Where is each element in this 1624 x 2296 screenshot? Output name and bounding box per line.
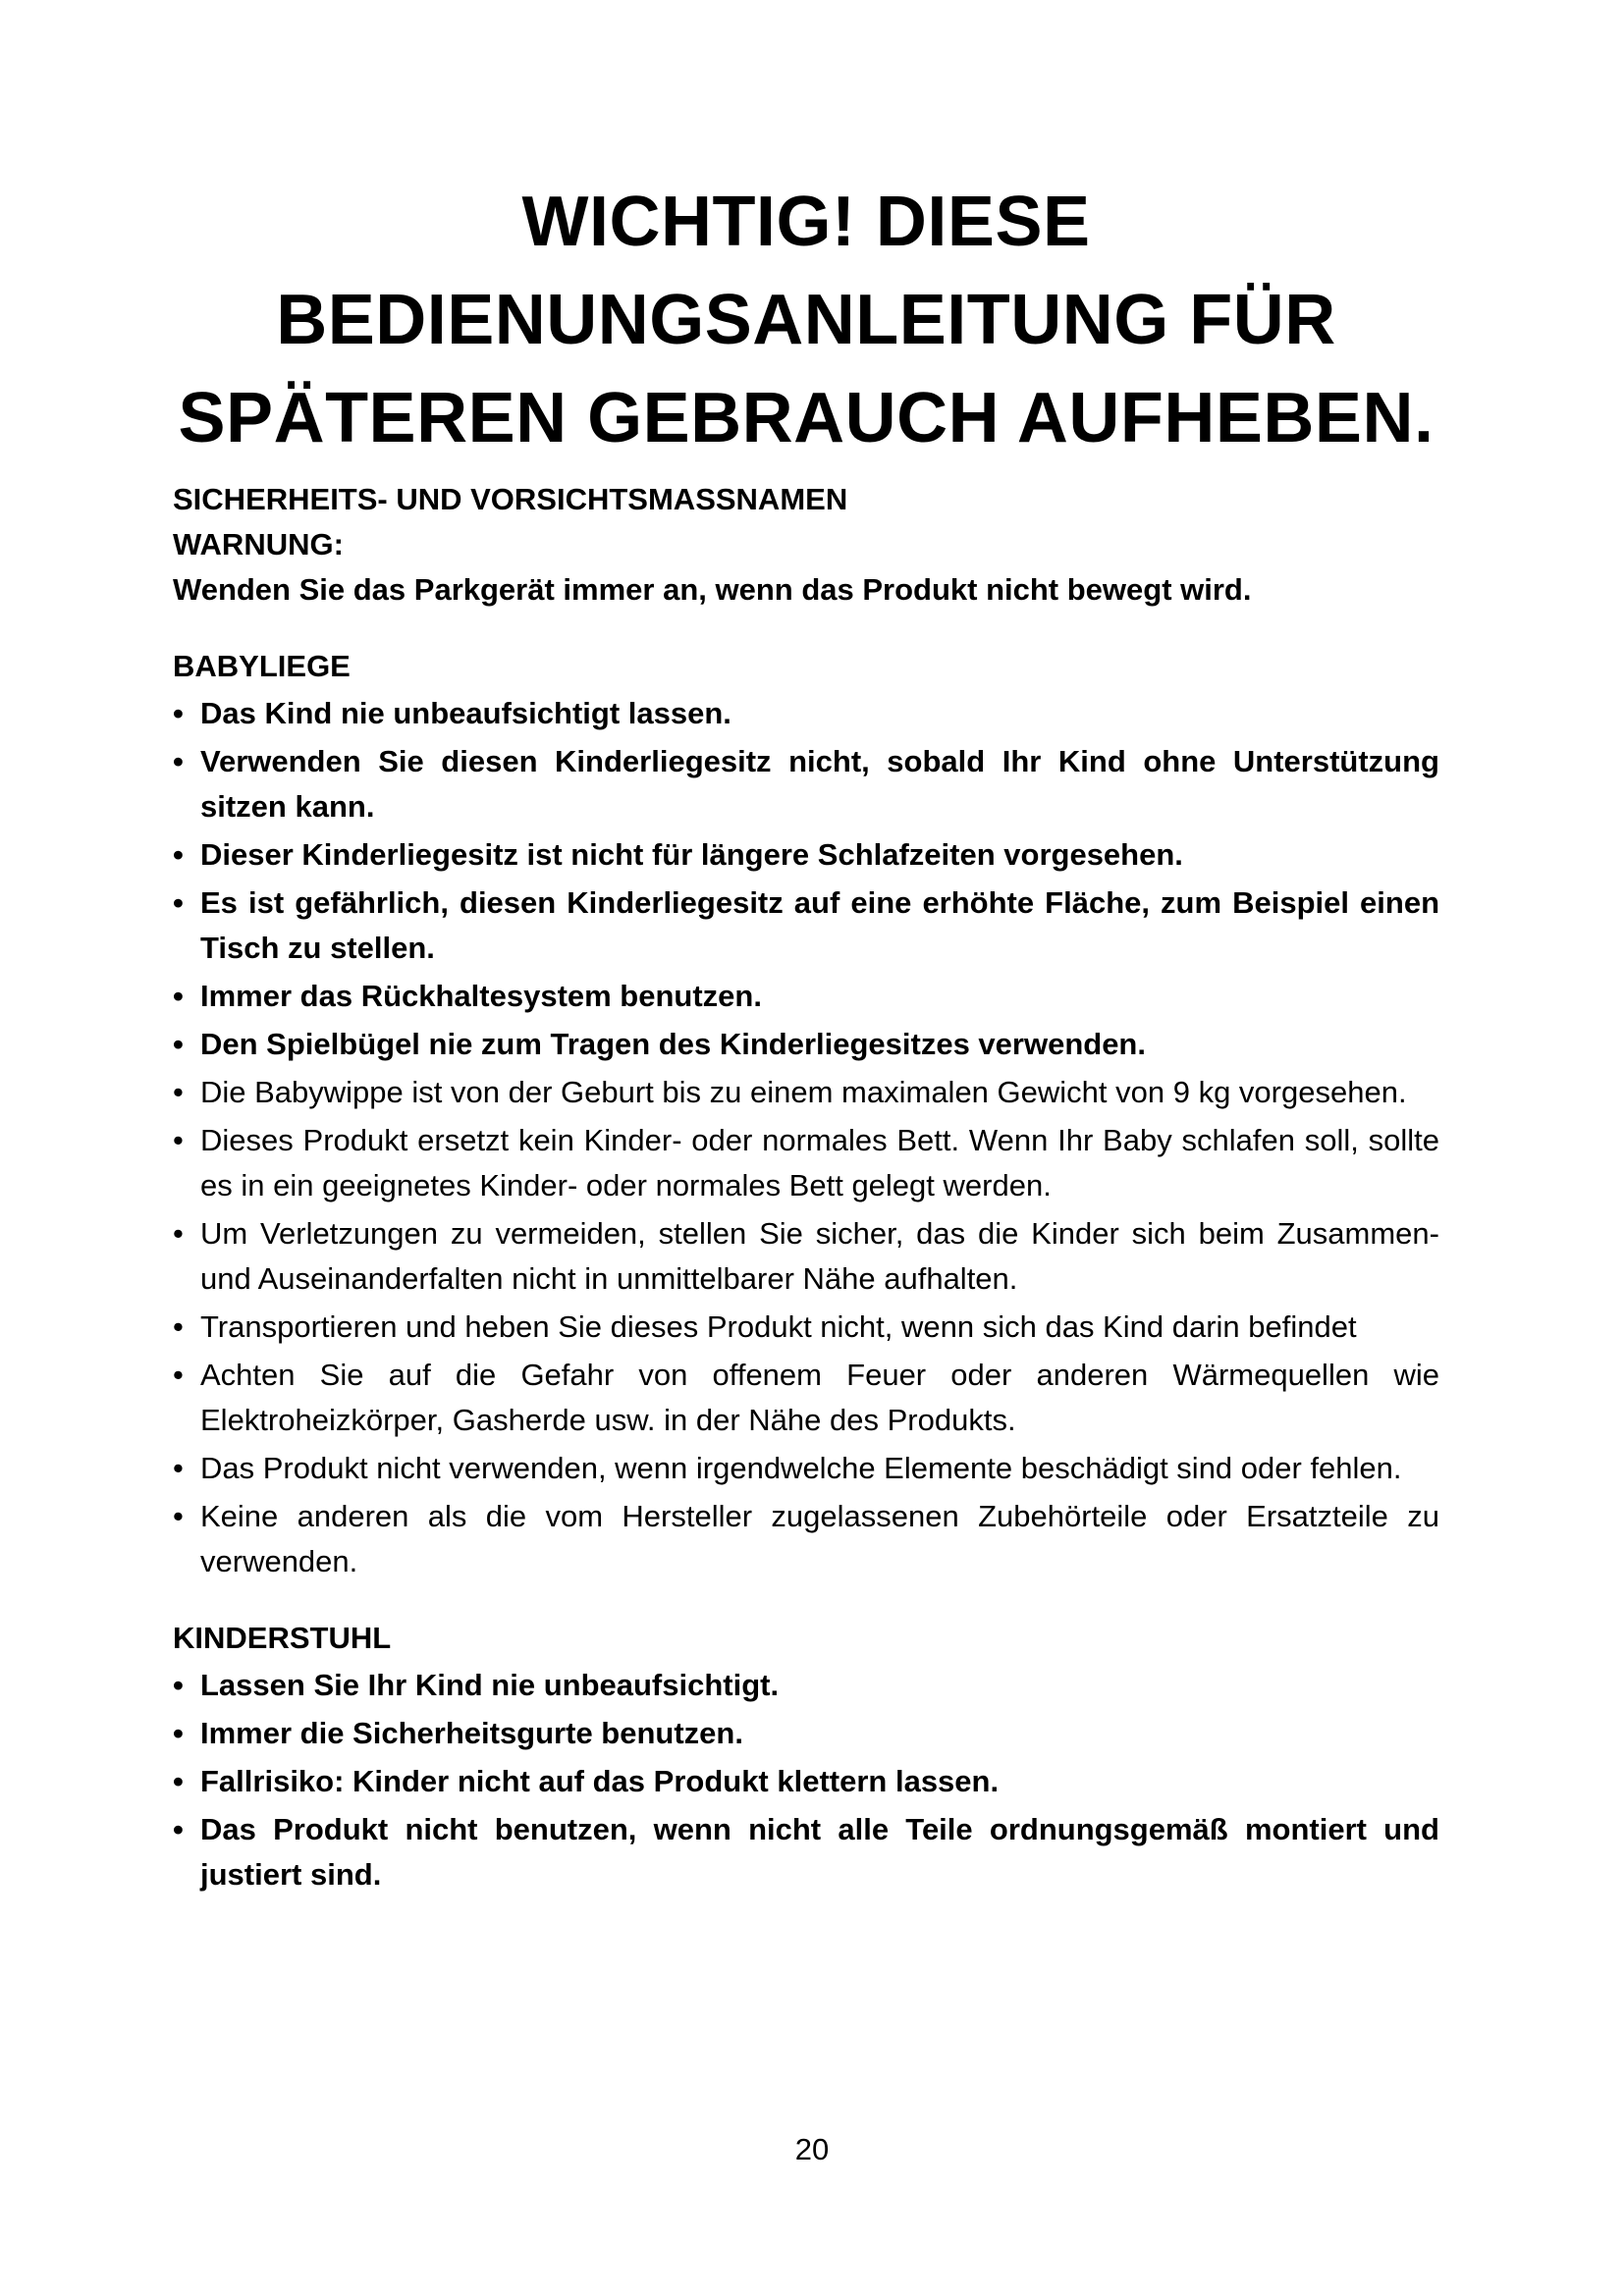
list-item [173, 1494, 1439, 1584]
list-item-text: Fallrisiko: Kinder nicht auf das Produkt klettern lassen. [200, 1764, 1000, 1798]
title-line-2: BEDIENUNGSANLEITUNG FÜR [276, 281, 1336, 359]
list-item [173, 739, 1439, 829]
kinderstuhl-list [173, 1663, 1439, 1897]
bullet-icon: • [173, 1027, 184, 1061]
list-item [173, 1711, 1439, 1756]
section-heading-kinderstuhl: KINDERSTUHL [173, 1621, 392, 1655]
bullet-icon: • [173, 1358, 184, 1392]
list-item [173, 1070, 1439, 1115]
list-item [173, 832, 1439, 878]
list-item-text: Den Spielbügel nie zum Tragen des Kinderliegesitzes verwenden. [200, 1027, 1146, 1061]
list-item [173, 1446, 1439, 1491]
list-item-text: Es ist gefährlich, diesen Kinderliegesitz auf eine erhöhte Fläche, zum Beispiel einen Tisch zu stellen. [200, 885, 1439, 965]
list-item-text: Dieses Produkt ersetzt kein Kinder- oder normales Bett. Wenn Ihr Baby schlafen soll, sollte es in ein geeignetes Kinder- oder normales Bett gelegt werden. [200, 1123, 1439, 1202]
babyliege-list [173, 691, 1439, 1584]
bullet-icon: • [173, 744, 184, 778]
document-page [173, 173, 1439, 1900]
bullet-icon: • [173, 1075, 184, 1109]
list-item-text: Immer das Rückhaltesystem benutzen. [200, 979, 762, 1013]
list-item [173, 1807, 1439, 1897]
bullet-icon: • [173, 1123, 184, 1157]
list-item-text: Immer die Sicherheitsgurte benutzen. [200, 1716, 743, 1750]
list-item [173, 881, 1439, 971]
list-item-text: Verwenden Sie diesen Kinderliegesitz nicht, sobald Ihr Kind ohne Unterstützung sitzen kann. [200, 744, 1439, 824]
page-title [173, 173, 1439, 467]
list-item [173, 691, 1439, 736]
warning-text: Wenden Sie das Parkgerät immer an, wenn das Produkt nicht bewegt wird. [173, 572, 1252, 607]
list-item-text: Keine anderen als die vom Hersteller zugelassenen Zubehörteile oder Ersatzteile zu verwenden. [200, 1499, 1439, 1578]
list-item-text: Die Babywippe ist von der Geburt bis zu einem maximalen Gewicht von 9 kg vorgesehen. [200, 1075, 1407, 1109]
list-item [173, 1118, 1439, 1208]
list-item [173, 1211, 1439, 1302]
list-item [173, 1022, 1439, 1067]
page-number: 20 [794, 2132, 830, 2166]
bullet-icon: • [173, 696, 184, 730]
bullet-icon: • [173, 1451, 184, 1485]
list-item [173, 1305, 1439, 1350]
list-item-text: Das Produkt nicht benutzen, wenn nicht alle Teile ordnungsgemäß montiert und justiert sind. [200, 1812, 1439, 1892]
list-item [173, 974, 1439, 1019]
title-line-3: SPÄTEREN GEBRAUCH AUFHEBEN. [178, 379, 1435, 457]
section-heading-babyliege: BABYLIEGE [173, 649, 351, 683]
bullet-icon: • [173, 837, 184, 872]
bullet-icon: • [173, 1668, 184, 1702]
bullet-icon: • [173, 1309, 184, 1344]
list-item-text: Dieser Kinderliegesitz ist nicht für längere Schlafzeiten vorgesehen. [200, 837, 1183, 872]
list-item-text: Um Verletzungen zu vermeiden, stellen Sie sicher, das die Kinder sich beim Zusammen- und Auseinanderfalten nicht in unmittelbarer Nähe aufhalten. [200, 1216, 1439, 1296]
list-item [173, 1759, 1439, 1804]
list-item-text: Transportieren und heben Sie dieses Produkt nicht, wenn sich das Kind darin befindet [200, 1309, 1357, 1344]
bullet-icon: • [173, 979, 184, 1013]
list-item-text: Achten Sie auf die Gefahr von offenem Feuer oder anderen Wärmequellen wie Elektroheizkörper, Gasherde usw. in der Nähe des Produkts. [200, 1358, 1439, 1437]
safety-heading: SICHERHEITS- UND VORSICHTSMASSNAMEN [173, 482, 848, 516]
bullet-icon: • [173, 1499, 184, 1533]
bullet-icon: • [173, 1716, 184, 1750]
list-item-text: Das Produkt nicht verwenden, wenn irgendwelche Elemente beschädigt sind oder fehlen. [200, 1451, 1402, 1485]
bullet-icon: • [173, 885, 184, 920]
list-item [173, 1353, 1439, 1443]
warning-label: WARNUNG: [173, 527, 344, 561]
list-item [173, 1663, 1439, 1708]
title-line-1: WICHTIG! DIESE [521, 183, 1091, 261]
list-item-text: Lassen Sie Ihr Kind nie unbeaufsichtigt. [200, 1668, 780, 1702]
bullet-icon: • [173, 1216, 184, 1251]
list-item-text: Das Kind nie unbeaufsichtigt lassen. [200, 696, 731, 730]
bullet-icon: • [173, 1764, 184, 1798]
bullet-icon: • [173, 1812, 184, 1846]
